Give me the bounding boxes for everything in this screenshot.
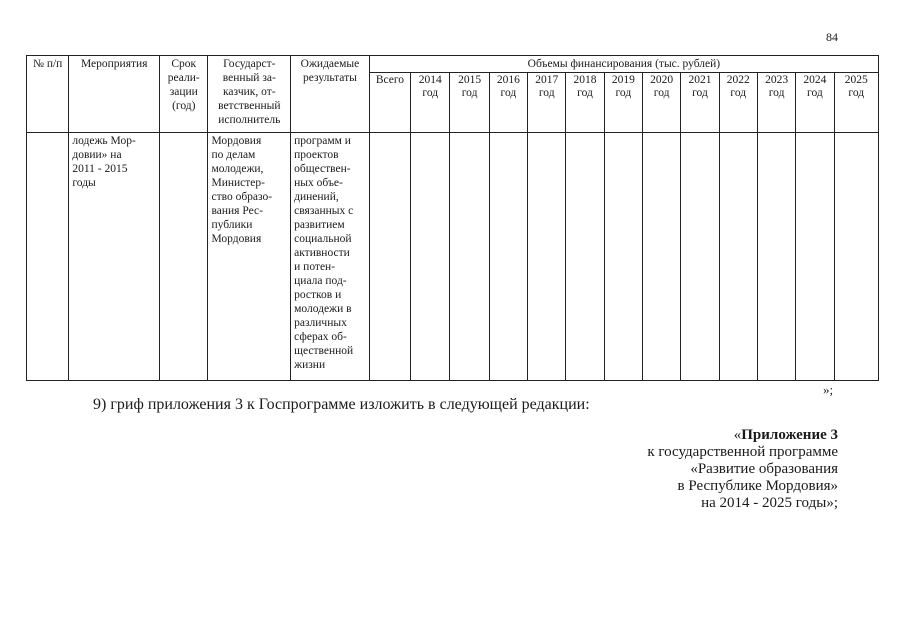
row-year-cell [834, 133, 878, 381]
annex-heading [647, 427, 838, 512]
row-event [69, 133, 160, 381]
customer-line: вания Рес- [211, 205, 263, 217]
header-event: Мероприятия [69, 56, 160, 133]
header-funding: Объемы финансирования (тыс. рублей) [369, 56, 878, 73]
row-num [27, 133, 69, 381]
row-year-cell [528, 133, 566, 381]
page-number: 84 [826, 30, 838, 44]
header-year: 2015 год [450, 73, 489, 133]
row-year-cell [796, 133, 834, 381]
row-year-cell [719, 133, 757, 381]
funding-table [26, 55, 879, 381]
header-total: Всего [369, 73, 410, 133]
header-year: 2016 год [489, 73, 527, 133]
customer-line: Министер- [211, 177, 265, 189]
row-year-cell [681, 133, 719, 381]
row-total [369, 133, 410, 381]
customer-line: по делам [211, 149, 256, 161]
row-year-cell [489, 133, 527, 381]
event-line: 2011 - 2015 [72, 163, 128, 175]
header-year: 2019 год [604, 73, 642, 133]
customer-line: молодежи, [211, 163, 264, 175]
results-line: различных [294, 317, 347, 329]
results-line: молодежи в [294, 303, 352, 315]
row-year-cell [450, 133, 489, 381]
customer-line: публики [211, 219, 253, 231]
results-line: активности [294, 247, 350, 259]
annex-line: в Республике Мордовия» [677, 478, 838, 494]
results-line: сферах об- [294, 331, 347, 343]
event-line: лодежь Мор- [72, 135, 136, 147]
instruction-paragraph: 9) гриф приложения 3 к Госпрограмме изложить в следующей редакции: [93, 396, 590, 413]
header-term: Срок реали-зации (год) [160, 56, 208, 133]
annex-line: «Развитие образования [690, 461, 838, 477]
event-line: годы [72, 177, 96, 189]
results-line: обществен- [294, 163, 351, 175]
header-year: 2023 год [757, 73, 795, 133]
results-line: циала под- [294, 275, 347, 287]
results-line: ных объе- [294, 177, 343, 189]
row-year-cell [411, 133, 450, 381]
customer-line: ство образо- [211, 191, 273, 203]
row-term [160, 133, 208, 381]
header-year: 2021 год [681, 73, 719, 133]
results-line: развитием [294, 219, 345, 231]
results-line: жизни [294, 359, 326, 371]
table-row [27, 133, 879, 381]
closing-quote: »; [823, 382, 834, 397]
row-year-cell [604, 133, 642, 381]
results-line: и потен- [294, 261, 336, 273]
header-results: Ожидаемые результаты [291, 56, 370, 133]
row-year-cell [757, 133, 795, 381]
results-line: динений, [294, 191, 339, 203]
annex-line: на 2014 - 2025 годы»; [701, 495, 838, 511]
results-line: ростков и [294, 289, 342, 301]
header-year: 2014 год [411, 73, 450, 133]
customer-line: Мордовия [211, 233, 262, 245]
annex-line: к государственной программе [647, 444, 838, 460]
row-customer [208, 133, 291, 381]
event-line: довии» на [72, 149, 122, 161]
header-num: № п/п [27, 56, 69, 133]
results-line: связанных с [294, 205, 354, 217]
header-customer: Государст-венный за-казчик, от-ветственный исполнитель [208, 56, 291, 133]
results-line: щественной [294, 345, 354, 357]
row-year-cell [566, 133, 604, 381]
header-year: 2022 год [719, 73, 757, 133]
customer-line: Мордовия [211, 135, 262, 147]
annex-title: Приложение 3 [741, 427, 838, 443]
results-line: проектов [294, 149, 339, 161]
annex-title-line [647, 427, 838, 444]
results-line: социальной [294, 233, 352, 245]
row-year-cell [642, 133, 680, 381]
annex-open-quote: « [733, 427, 742, 443]
header-year: 2025 год [834, 73, 878, 133]
row-results [291, 133, 370, 381]
header-year: 2018 год [566, 73, 604, 133]
results-line: программ и [294, 135, 351, 147]
header-year: 2020 год [642, 73, 680, 133]
header-year: 2024 год [796, 73, 834, 133]
header-year: 2017 год [528, 73, 566, 133]
